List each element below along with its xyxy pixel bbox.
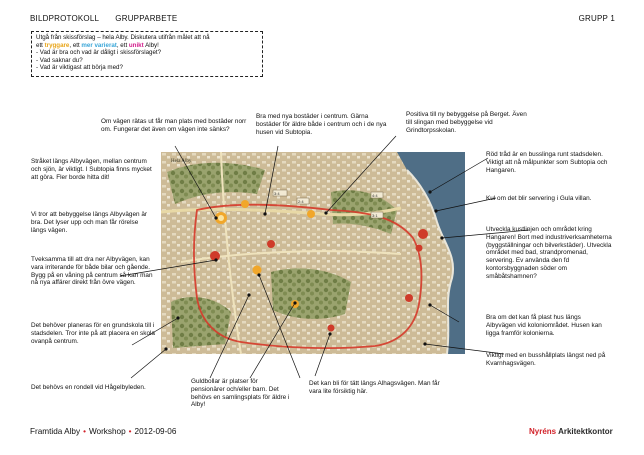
keyword-unikt: unikt — [128, 41, 144, 49]
note-right-4: Bra om det kan få plast hus längs Albyvägen vid koloniområdet. Husen kan ligga framför kolonierna. — [486, 314, 602, 337]
note-left-5: Det behövs en rondell vid Hågelbyleden. — [31, 384, 146, 391]
map-label: 3:4 — [274, 191, 280, 196]
brand-logo: Nyréns Arkitektkontor — [529, 427, 613, 436]
prompt-question-3: - Vad är viktigast att börja med? — [36, 64, 123, 72]
note-bottom-2: Det kan bli för tätt längs Alhagsvägen. Man får vara lite försiktig här. — [309, 380, 440, 395]
footer-date: 2012-09-06 — [134, 427, 177, 436]
map-label: 3:1 — [372, 213, 378, 218]
note-bottom-1: Guldbollar är platser för pensionärer och/eller barn. Det behövs en samlingsplats för äldre i Alby! — [191, 378, 290, 409]
note-right-5: Viktigt med en busshållplats längst ned på Kvarnhagsvägen. — [486, 352, 606, 367]
note-left-1: Stråket längs Albyvägen, mellan centrum och sjön, är viktigt. I Subtopia finns mycket att göra. Fler borde hitta dit! — [31, 158, 152, 181]
note-left-3: Tveksamma till att dra ner Albyvägen, kan vara irriterande för både bilar och gående. Bygg på en våning på centrum så kan man nå nya affärer direkt från övre vägen. — [31, 256, 153, 287]
group-label: GRUPP 1 — [578, 14, 615, 23]
bullet-icon: • — [83, 427, 86, 436]
prompt-question-2: - Vad saknar du? — [36, 56, 83, 64]
note-top-1: Om vägen rätas ut får man plats med bostäder norr om. Fungerar det även om vägen inte sänks? — [101, 118, 247, 133]
footer-event: Workshop — [88, 427, 126, 436]
keyword-mer-varierat: mer varierat — [81, 41, 117, 49]
note-top-2: Bra med nya bostäder i centrum. Gärna bostäder för äldre både i centrum och i de nya husen vid Subtopia. — [256, 113, 387, 136]
footer-info — [30, 427, 176, 436]
map-label: 2:4 — [298, 199, 304, 204]
title-grupparbete: GRUPPARBETE — [115, 14, 178, 23]
note-right-2: Kul om det blir servering i Gula villan. — [486, 195, 592, 202]
map-title: Hela Alby — [171, 159, 192, 164]
header-title — [30, 14, 177, 23]
note-right-3: Utveckla kustlinjen och området kring Hangaren! Bort med industriverksamheterna (byggställningar och bilverkstäder). Utveckla området med bad, strandpromenad, servering. Ev använda den fd kontorsbyggnaden söder om småbåtshamnen? — [486, 226, 612, 280]
map-label: 4:4 — [372, 193, 378, 198]
note-left-4: Det behöver planeras för en grundskola till i stadsdelen. Tror inte på att placera en skola ovanpå centrum. — [31, 322, 155, 345]
bullet-icon: • — [128, 427, 132, 436]
note-top-3: Positiva till ny bebyggelse på Berget. Även till slingan med bebyggelse vid Grindtorpsskolan. — [406, 111, 527, 134]
prompt-line-2: ett tryggare, ett mer varierat, ett unikt Alby! — [36, 41, 159, 49]
prompt-question-1: - Vad är bra och vad är dåligt i skissförslaget? — [36, 49, 162, 57]
sketch-map — [161, 152, 465, 354]
note-left-2: Vi tror att bebyggelse längs Albyvägen är bra. Det lyser upp och man får rörelse längs vägen. — [31, 211, 148, 234]
prompt-line-1: Utgå från skissförslag – hela Alby. Diskutera utifrån målet att nå — [36, 34, 210, 41]
note-right-1: Röd tråd är en busslinga runt stadsdelen. Viktigt att nå målpunkter som Subtopia och Hangaren. — [486, 151, 608, 174]
title-bildprotokoll: BILDPROTOKOLL — [30, 14, 99, 23]
footer-place: Framtida Alby — [30, 427, 81, 436]
keyword-tryggare: tryggare — [44, 41, 70, 49]
prompt-box — [31, 31, 263, 77]
